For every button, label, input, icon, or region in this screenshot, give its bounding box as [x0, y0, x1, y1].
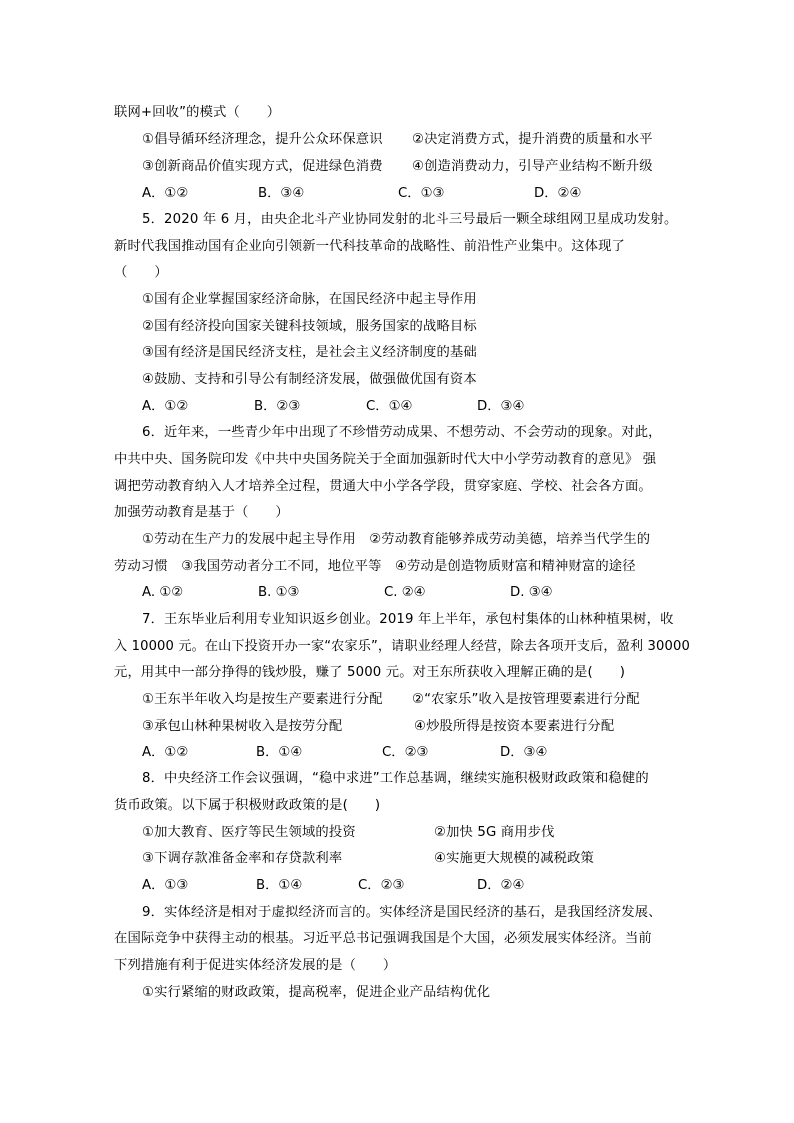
q6-options-line-1: ①劳动在生产力的发展中起主导作用 ②劳动教育能够养成劳动美德，培养当代学生的 [142, 532, 651, 547]
q5-choice-a: A．①② [142, 399, 189, 414]
q7-choice-d: D．③④ [500, 745, 548, 760]
q8-choice-b: B．①④ [256, 878, 303, 893]
q6-choice-b: B. ①③ [258, 585, 300, 600]
q4-option-1: ①倡导循环经济理念，提升公众环保意识 [142, 132, 383, 147]
q4-stem-tail: 联网+回收”的模式（ ） [114, 105, 281, 120]
q4-choice-a: A．①② [142, 186, 189, 201]
q7-option-2: ②“农家乐”收入是按管理要素进行分配 [412, 692, 640, 707]
q7-option-1: ①王东半年收入均是按生产要素进行分配 [142, 692, 383, 707]
q8-choice-a: A．①③ [142, 878, 189, 893]
q8-choice-c: C．②③ [358, 878, 405, 893]
q7-choice-b: B．①④ [256, 745, 303, 760]
q4-choice-b: B．③④ [258, 186, 305, 201]
q5-choice-b: B．②③ [254, 399, 301, 414]
q5-option-2: ②国有经济投向国家关键科技领域，服务国家的战略目标 [142, 319, 477, 334]
q8-option-2: ②加快 5G 商用步伐 [434, 825, 555, 840]
q5-option-1: ①国有企业掌握国家经济命脉，在国民经济中起主导作用 [142, 292, 477, 307]
q8-choice-d: D．②④ [477, 878, 525, 893]
q9-stem-line-2: 在国际竞争中获得主动的根基。习近平总书记强调我国是个大国，必须发展实体经济。当前 [114, 931, 652, 946]
q6-stem-line-3: 调把劳动教育纳入人才培养全过程，贯通大中小学各学段，贯穿家庭、学校、社会各方面。 [114, 479, 652, 494]
q4-option-2: ②决定消费方式，提升消费的质量和水平 [412, 132, 653, 147]
q6-stem-line-1: 6．近年来，一些青少年中出现了不珍惜劳动成果、不想劳动、不会劳动的现象。对此， [142, 425, 662, 440]
q8-stem-line-1: 8．中央经济工作会议强调，“稳中求进”工作总基调，继续实施积极财政政策和稳健的 [142, 771, 649, 786]
q5-option-4: ④鼓励、支持和引导公有制经济发展，做强做优国有资本 [142, 372, 477, 387]
q7-stem-line-2: 入 10000 元。在山下投资开办一家“农家乐”，请职业经理人经营，除去各项开支后，盈利 30000 [114, 639, 690, 654]
q5-choice-d: D．③④ [477, 399, 525, 414]
q6-choice-d: D. ③④ [510, 585, 553, 600]
q8-option-1: ①加大教育、医疗等民生领域的投资 [142, 825, 356, 840]
q5-stem-line-2: 新时代我国推动国有企业向引领新一代科技革命的战略性、前沿性产业集中。这体现了 [114, 239, 625, 254]
q7-choice-c: C．②③ [382, 745, 429, 760]
q9-stem-line-3: 下列措施有利于促进实体经济发展的是（ ） [114, 958, 397, 973]
q4-choice-c: C．①③ [398, 186, 445, 201]
q5-stem-line-1: 5．2020 年 6 月，由央企北斗产业协同发射的北斗三号最后一颗全球组网卫星成功发射。 [142, 212, 678, 227]
q5-stem-line-3: （ ） [114, 265, 168, 280]
q7-choice-a: A．①② [142, 745, 189, 760]
q9-option-1: ①实行紧缩的财政政策，提高税率，促进企业产品结构优化 [142, 985, 491, 1000]
q6-choice-c: C. ②④ [384, 585, 426, 600]
q7-stem-line-1: 7．王东毕业后利用专业知识返乡创业。2019 年上半年，承包村集体的山林种植果树，收 [142, 612, 674, 627]
q7-stem-line-3: 元，用其中一部分挣得的钱炒股，赚了 5000 元。对王东所获收入理解正确的是( ) [114, 665, 626, 680]
q9-stem-line-1: 9．实体经济是相对于虚拟经济而言的。实体经济是国民经济的基石，是我国经济发展、 [142, 905, 662, 920]
q6-stem-line-2: 中共中央、国务院印发《中共中央国务院关于全面加强新时代大中小学劳动教育的意见》 强 [114, 452, 657, 467]
q7-option-3: ③承包山林种果树收入是按劳分配 [142, 719, 343, 734]
q8-option-3: ③下调存款准备金率和存贷款利率 [142, 851, 343, 866]
q5-choice-c: C．①④ [366, 399, 413, 414]
q4-choice-d: D．②④ [534, 186, 582, 201]
q8-option-4: ④实施更大规模的减税政策 [434, 851, 594, 866]
q8-stem-line-2: 货币政策。以下属于积极财政政策的是( ) [114, 798, 381, 813]
q6-stem-line-4: 加强劳动教育是基于（ ） [114, 505, 289, 520]
q6-options-line-2: 劳动习惯 ③我国劳动者分工不同，地位平等 ④劳动是创造物质财富和精神财富的途径 [114, 559, 636, 574]
q5-option-3: ③国有经济是国民经济支柱，是社会主义经济制度的基础 [142, 345, 477, 360]
q4-option-3: ③创新商品价值实现方式，促进绿色消费 [142, 159, 383, 174]
q4-option-4: ④创造消费动力，引导产业结构不断升级 [412, 159, 653, 174]
q7-option-4: ④炒股所得是按资本要素进行分配 [414, 719, 615, 734]
q6-choice-a: A. ①② [142, 585, 184, 600]
